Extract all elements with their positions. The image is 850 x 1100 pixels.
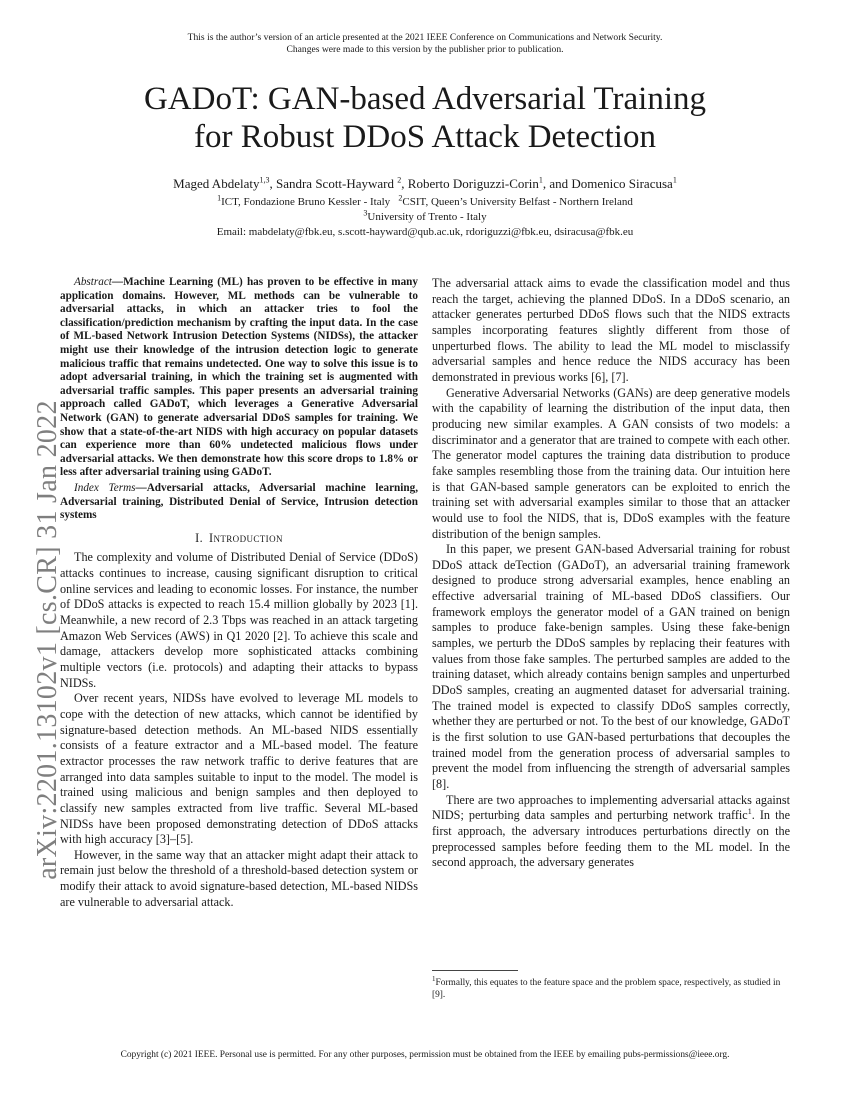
header-notice [0,32,850,56]
left-column [60,276,418,910]
author-1: Maged Abdelaty [173,176,260,191]
right-paragraph-3: In this paper, we present GAN-based Adversarial training for robust DDoS attack deTection (GADoT), an adversarial training framework designed to produce strong adversarial examples, hence enabling an effective adversarial training of ML-based DDoS classifiers. Our framework employs the generator model of a GAN trained on benign samples to produce fake-benign samples. Using these fake-benign samples, we perturb the DDoS samples by replacing their features with values from those fake samples. The perturbed samples are added to the training dataset, which already contains benign samples and unperturbed DDoS samples, creating an augmented dataset for adversarial training. The trained model is expected to classify DDoS samples correctly, whether they are perturbed or not. To the best of our knowledge, GADoT is the first solution to use GAN-based perturbations that decouples the trained model from the generation process of adversarial samples to prevent the model from influencing the strength of adversarial samples [8]. [432,542,790,791]
right-paragraph-1: The adversarial attack aims to evade the classification model and thus reach the target, achieving the planned DDoS. In a DDoS scenario, an attacker generates perturbed DDoS flows such that the NIDS extracts samples incorporating features slightly different from those of unperturbed flows. The ability to lead the ML model to misclassify adversarial samples and hence reduce the NIDS accuracy has been demonstrated in previous works [6], [7]. [432,276,790,384]
header-notice-line-2: Changes were made to this version by the publisher prior to publication. [286,44,564,55]
affiliation-2-mark: 2 [398,193,403,203]
affiliations [40,195,810,240]
footnote-divider [432,970,518,971]
affiliation-3: University of Trento - Italy [367,211,487,223]
section-title: Introduction [209,530,283,545]
author-4-affil-mark: 1 [672,175,677,185]
index-terms-text: —Adversarial attacks, Adversarial machine learning, Adversarial training, Distributed Denial of Service, Intrusion detection systems [60,481,418,522]
title-line-2: for Robust DDoS Attack Detection [194,119,656,155]
author-3-affil-mark: 1 [538,175,543,185]
index-terms-lead: Index Terms [74,481,136,494]
author-2: , Sandra Scott-Hayward [269,176,398,191]
right-paragraph-4-part-b: . In the first approach, the adversary introduces perturbations directly on the preprocessed samples before feeding them to the ML model. In the second approach, the adversary generates [432,808,790,870]
right-column [432,276,790,871]
copyright-notice: Copyright (c) 2021 IEEE. Personal use is permitted. For any other purposes, permission must be obtained from the IEEE by emailing pubs-permissions@ieee.org. [120,1050,730,1060]
affiliation-1-mark: 1 [217,193,222,203]
affiliation-line-1 [40,195,810,210]
section-number: I. [195,530,204,545]
abstract-text: —Machine Learning (ML) has proven to be effective in many application domains. However, ML methods can be vulnerable to adversarial attacks, in which an attacker tries to fool the classification/prediction mechanism by crafting the input data. In the case of ML-based Network Intrusion Detection Systems (NIDSs), the attacker might use their knowledge of the intrusion detection logic to generate malicious traffic that remains undetected. One way to solve this issue is to adopt adversarial training, in which the training set is augmented with adversarial traffic samples. This paper presents an adversarial training approach called GADoT, which leverages a Generative Adversarial Network (GAN) to generate adversarial DDoS samples for training. We show that a state-of-the-art NIDS with high accuracy on popular datasets can experience more than 60% undetected malicious flows under adversarial attacks. We then demonstrate how this score drops to 1.8% or less after adversarial training using GADoT. [60,276,418,479]
email-line: Email: mabdelaty@fbk.eu, s.scott-hayward@qub.ac.uk, rdoriguzzi@fbk.eu, dsiracusa@fbk.eu [216,226,634,238]
abstract-lead: Abstract [74,276,112,288]
author-list [40,176,810,192]
affiliation-2: CSIT, Queen’s University Belfast - Northern Ireland [402,196,633,208]
affiliation-line-2 [40,210,810,225]
header-notice-line-1: This is the author’s version of an article presented at the 2021 IEEE Conference on Communications and Network Security. [187,32,663,43]
left-paragraph-1: The complexity and volume of Distributed Denial of Service (DDoS) attacks continues to increase, causing significant disruption to critical online services and leading to economic losses. For instance, the number of DDoS attacks is expected to reach 15.4 million globally by 2023 [1]. Meanwhile, a new record of 2.3 Tbps was reached in an attack targeting Amazon Web Services (AWS) in Q1 2020 [2]. To achieve this scale and damage, attackers develop more sophisticated attacks combining multiple vectors (i.e. protocols) and adapting their attacks to bypass NIDSs. [60,550,418,690]
author-4: , and Domenico Siracusa [542,176,673,191]
author-1-affil-mark: 1,3 [259,175,270,185]
right-paragraph-4-part-a: There are two approaches to implementing adversarial attacks against NIDS; perturbing data samples and perturbing network traffic [432,792,790,823]
left-paragraph-2: Over recent years, NIDSs have evolved to leverage ML models to cope with the detection of new attacks, which cannot be identified by signature-based detection methods. An ML-based NIDS essentially consists of a feature extractor and a ML-based model. The feature extractor processes the raw network traffic to derive features that are arranged into data samples suitable to input to the model. The model is trained using malicious and benign samples and then deployed to classify new samples extracted from live traffic. Several ML-based NIDSs have been proposed demonstrating detection of DDoS attacks with high accuracy [3]–[5]. [60,691,418,847]
author-2-affil-mark: 2 [397,175,402,185]
affiliation-3-mark: 3 [363,208,368,218]
right-paragraph-4 [432,793,790,871]
abstract [60,276,418,480]
section-heading-introduction [60,531,418,547]
affiliation-1: ICT, Fondazione Bruno Kessler - Italy [221,196,391,208]
index-terms [60,482,418,523]
footnote [432,974,790,1001]
title-line-1: GADoT: GAN-based Adversarial Training [143,81,707,117]
footnote-text: Formally, this equates to the feature space and the problem space, respectively, as studied in [9]. [432,978,781,1000]
right-paragraph-2: Generative Adversarial Networks (GANs) are deep generative models with the capability of learning the distribution of the input data, then producing new similar examples. A GAN consists of two models: a discriminator and a generator that are trained to compete with each other. The generator model captures the training data distribution to produce fake samples resembling those from the training data. Our intuition here is that GAN-based sample generators can be exploited to enrich the training set with adversarial examples similar to those that an attacker would use to fool the NIDS, that is, DDoS examples with the feature distribution of the benign samples. [432,385,790,541]
arxiv-stamp: arXiv:2201.13102v1 [cs.CR] 31 Jan 2022 [32,400,63,880]
left-paragraph-3: However, in the same way that an attacker might adapt their attack to remain just below the threshold of a threshold-based detection system or modify their attack to avoid signature-based detection, ML-based NIDSs are vulnerable to adversarial attack. [60,847,418,909]
footnote-mark: 1 [432,974,436,983]
author-3: , Roberto Doriguzzi-Corin [401,176,539,191]
paper-title [60,80,790,156]
footnote-reference-mark: 1 [747,807,752,817]
